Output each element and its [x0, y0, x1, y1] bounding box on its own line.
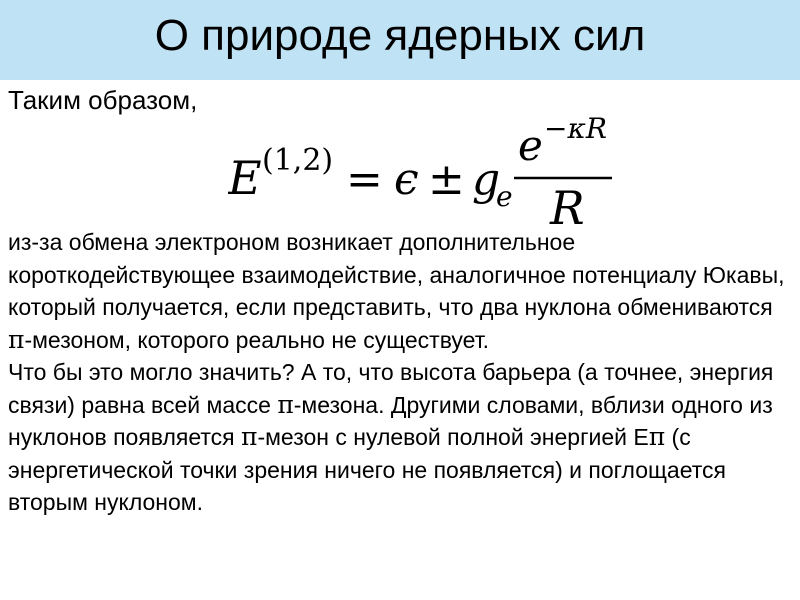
title-bar — [0, 0, 800, 80]
paragraph2-text-c: -мезон с нулевой полной энергией E — [257, 424, 649, 450]
body-text — [8, 226, 798, 519]
paragraph1-text-a: из-за обмена электроном возникает дополнительное короткодействующее взаимодействие, аналогичное потенциалу Юкавы, который получается, если представить, что два нуклона обмениваются — [8, 229, 785, 320]
formula-numerator-base: e — [518, 121, 543, 170]
formula-epsilon: ϵ — [394, 154, 419, 205]
formula-numerator-exponent: −κR — [544, 112, 607, 145]
formula-plus-minus: ± — [428, 154, 465, 205]
pi-symbol: π — [241, 422, 258, 451]
pi-symbol: π — [277, 389, 294, 419]
formula-denominator: R — [550, 181, 585, 235]
pi-symbol: π — [8, 324, 25, 354]
paragraph2-text-a: Что бы это могло значить? А то, что высота барьера (а точнее, энергия связи) равна всей массе — [8, 359, 774, 418]
formula-lhs-symbol: E — [228, 151, 262, 205]
paragraph2-text-b: -мезона. Другими словами, вблизи одного из нуклонов появляется — [8, 391, 773, 450]
formula-lhs-superscript: (1,2) — [262, 143, 334, 178]
pi-symbol: π — [648, 422, 666, 451]
yukawa-formula — [228, 108, 628, 238]
formula-equals: = — [346, 154, 383, 205]
intro-text: Таким образом, — [8, 85, 198, 115]
paragraph-exchange — [8, 226, 798, 356]
paragraph1-text-b: -мезоном, которого реально не существует. — [24, 326, 490, 353]
formula-g: g — [472, 154, 501, 205]
paragraph2-text-d: (с энергетической точки зрения ничего не появляется) и поглощается вторым нуклоном. — [8, 424, 726, 515]
formula-g-subscript: e — [496, 180, 513, 213]
formula-graphic — [228, 108, 628, 238]
paragraph-meaning — [8, 356, 798, 519]
slide-title: О природе ядерных сил — [154, 11, 646, 60]
